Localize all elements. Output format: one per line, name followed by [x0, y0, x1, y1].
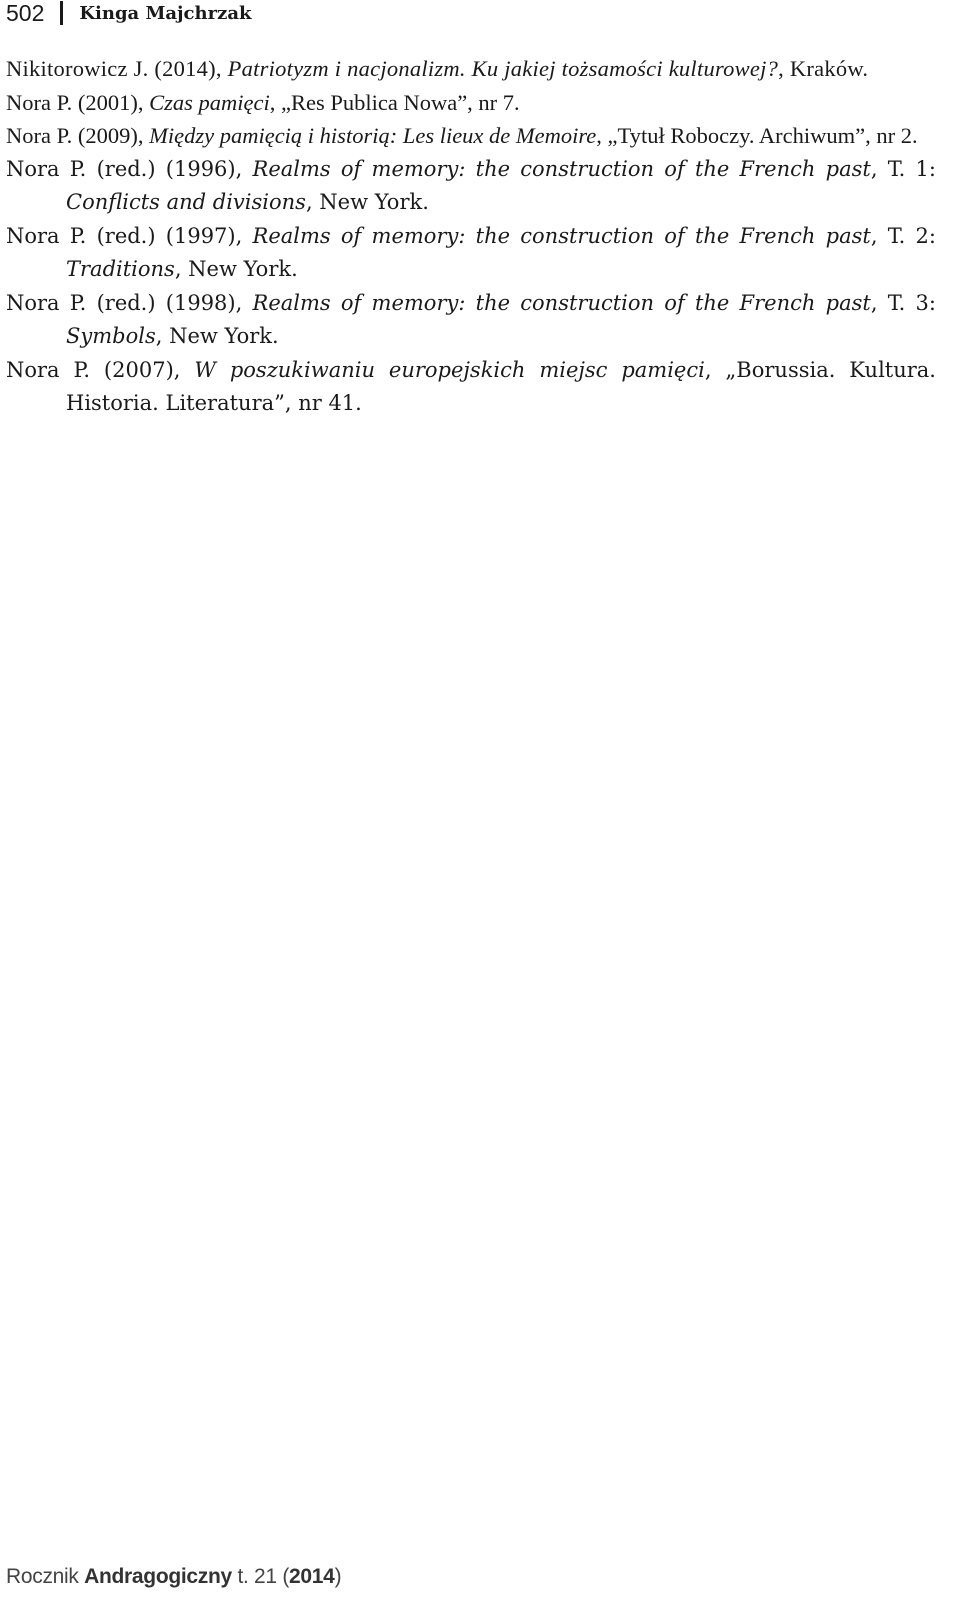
footer-year: 2014 [289, 1565, 335, 1588]
entry-title: Realms of memory: the construction of the French past [252, 290, 871, 315]
entry-subtitle: Conflicts and divisions [66, 190, 306, 214]
bibliography-entry: Nikitorowicz J. (2014), Patriotyzm i nacjonalizm. Ku jakiej tożsamości kulturowej?, Kraków. [6, 56, 869, 81]
entry-subtitle: Traditions [66, 257, 175, 281]
journal-footer [6, 1565, 341, 1589]
entry-title: Realms of memory: the construction of the French past [252, 223, 871, 248]
entry-title: Między pamięcią i historią: Les lieux de Memoire [149, 123, 597, 148]
bibliography-list [6, 52, 936, 421]
footer-journal-name-part2: Andragogiczny [84, 1565, 232, 1588]
footer-volume: t. 21 ( [231, 1565, 290, 1588]
running-header-author: Kinga Majchrzak [79, 2, 252, 24]
bibliography-entry: Nora P. (2007), W poszukiwaniu europejskich miejsc pamięci, „Borussia. Kultura. Historia. Literatura”, nr 41. [6, 357, 936, 415]
entry-subtitle: Symbols [66, 324, 156, 348]
page-number: 502 [6, 0, 45, 26]
bibliography-entry: Nora P. (red.) (1997), Realms of memory: the construction of the French past, T. 2: Traditions, New York. [6, 223, 936, 281]
bibliography-entry: Nora P. (2001), Czas pamięci, „Res Publica Nowa”, nr 7. [6, 89, 520, 115]
entry-title: Czas pamięci [149, 89, 270, 115]
entry-title: Patriotyzm i nacjonalizm. Ku jakiej tożsamości kulturowej? [227, 56, 779, 81]
entry-title: Realms of memory: the construction of the French past [252, 156, 871, 181]
bibliography-entry: Nora P. (red.) (1998), Realms of memory: the construction of the French past, T. 3: Symbols, New York. [6, 290, 936, 348]
footer-journal-name-part1: Rocznik [6, 1565, 85, 1588]
header-divider [60, 1, 63, 25]
bibliography-entry: Nora P. (red.) (1996), Realms of memory: the construction of the French past, T. 1: Conflicts and divisions, New York. [6, 156, 936, 214]
footer-close-paren: ) [334, 1565, 342, 1588]
bibliography-entry: Nora P. (2009), Między pamięcią i historią: Les lieux de Memoire, „Tytuł Roboczy. Archiwum”, nr 2. [6, 123, 918, 148]
entry-title: W poszukiwaniu europejskich miejsc pamięci [194, 357, 705, 382]
running-header [6, 0, 251, 26]
